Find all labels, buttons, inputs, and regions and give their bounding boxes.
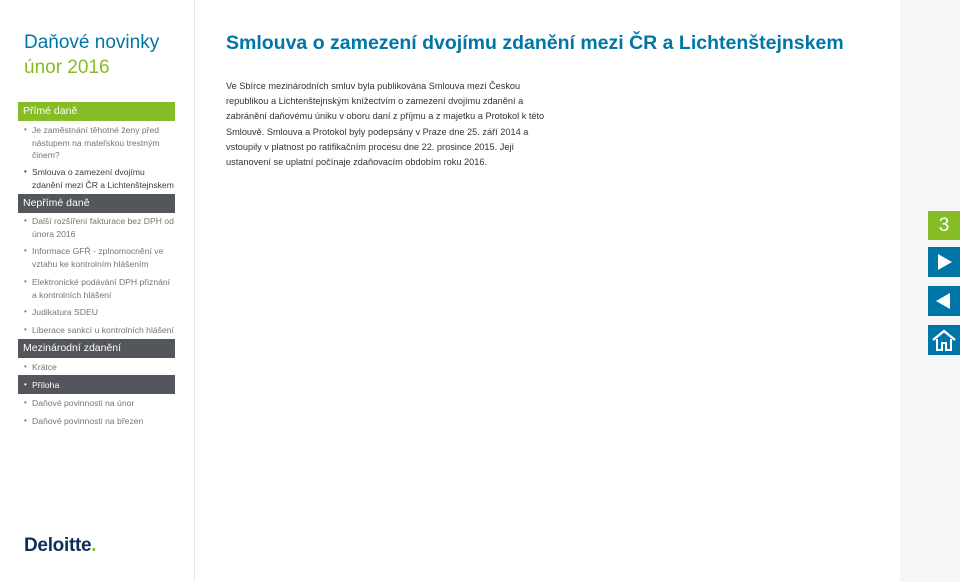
- nav-item-judikatura[interactable]: • Judikatura SDEU: [24, 306, 174, 319]
- nav-item-kratce[interactable]: • Krátce: [24, 361, 174, 374]
- sidebar: [0, 0, 195, 582]
- deloitte-logo: [24, 535, 96, 557]
- nav-item-priloha[interactable]: • Příloha: [24, 379, 174, 392]
- section-neprime-dane[interactable]: Nepřímé daně: [18, 194, 175, 213]
- nav-item-elektronicke[interactable]: • Elektronické podávání DPH přiznání a kontrolních hlášení: [24, 276, 174, 301]
- nav-item-povinnosti-brezen[interactable]: • Daňové povinnosti na březen: [24, 415, 174, 428]
- nav-item-liberace[interactable]: • Liberace sankcí u kontrolních hlášení: [24, 324, 174, 337]
- page-number: 3: [928, 211, 960, 240]
- nav-item-fakturace[interactable]: • Další rozšíření fakturace bez DPH od února 2016: [24, 215, 174, 240]
- article-title: Smlouva o zamezení dvojímu zdanění mezi ČR a Lichtenštejnskem: [226, 32, 844, 54]
- article-paragraph: Ve Sbírce mezinárodních smluv byla publikována Smlouva mezi Českou republikou a Lichtenštejnským knížectvím o zamezení dvojímu zdanění a zabránění daňovému úniku v oboru daní z příjmu a z majetku a Protokol k této Smlouvě. Smlouva a Protokol byly podepsány v Praze dne 25. září 2014 a vstoupily v platnost po ratifikačním procesu dne 22. prosince 2015. Její ustanovení se uplatní počínaje zdaňovacím obdobím roku 2016.: [226, 81, 545, 168]
- previous-page-button[interactable]: [928, 286, 960, 316]
- next-page-button[interactable]: [928, 247, 960, 277]
- section-mezinarodni-zdaneni[interactable]: Mezinárodní zdanění: [18, 339, 175, 358]
- home-icon: [932, 329, 956, 351]
- section-prime-dane[interactable]: Přímé daně: [18, 102, 175, 121]
- nav-item-povinnosti-unor[interactable]: • Daňové povinnosti na únor: [24, 397, 174, 410]
- play-right-icon: [935, 253, 953, 271]
- logo-text: Deloitte: [24, 535, 92, 556]
- newsletter-issue: únor 2016: [24, 57, 110, 78]
- nav-item-smlouva[interactable]: • Smlouva o zamezení dvojímu zdanění mezi ČR a Lichtenštejnskem: [24, 166, 174, 191]
- home-button[interactable]: [928, 325, 960, 355]
- nav-item-gfr[interactable]: • Informace GFŘ - zplnomocnění ve vztahu ke kontrolním hlášením: [24, 245, 174, 270]
- newsletter-title: Daňové novinky: [24, 32, 160, 53]
- play-left-icon: [935, 292, 953, 310]
- nav-item-zamestnani[interactable]: • Je zaměstnání těhotné ženy před nástupem na mateřskou trestným činem?: [24, 124, 174, 162]
- logo-dot: .: [91, 535, 97, 556]
